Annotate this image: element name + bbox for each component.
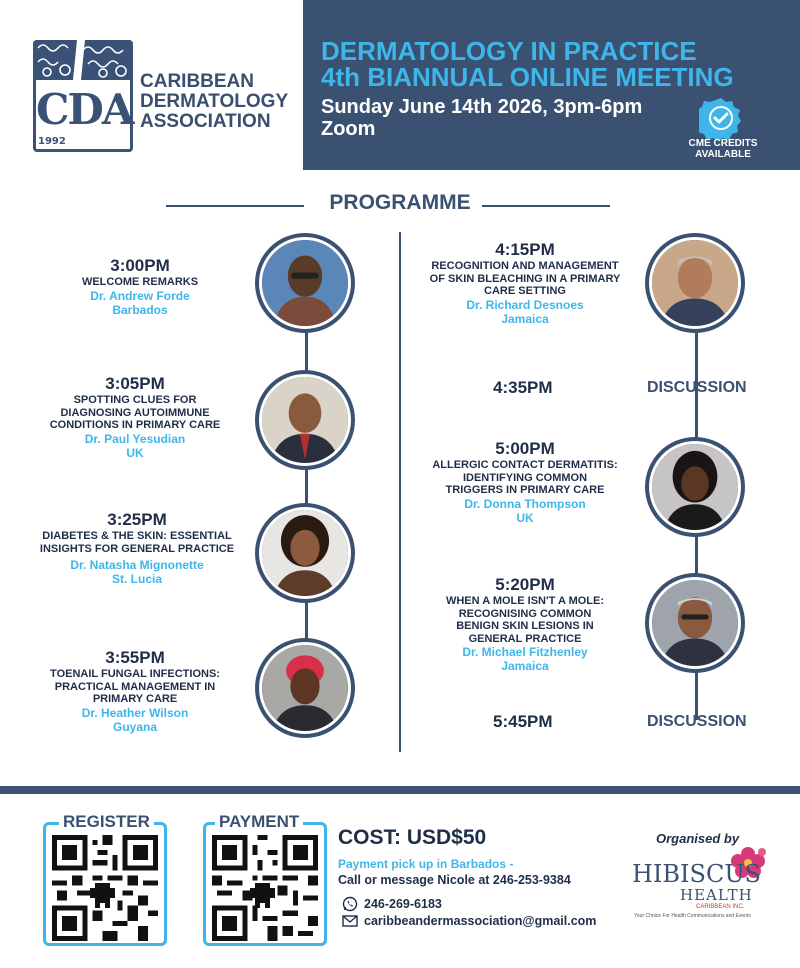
session-speaker: Dr. Richard Desnoes	[466, 297, 584, 312]
session-item	[30, 374, 240, 460]
session-item	[410, 240, 640, 326]
qr-code-icon	[212, 835, 318, 941]
session-time: 3:55PM	[105, 648, 165, 667]
header-logo-area	[0, 0, 303, 170]
payment-label: PAYMENT	[215, 812, 303, 832]
session-title: RECOGNISING COMMON	[458, 607, 592, 620]
programme-heading: PROGRAMME	[329, 191, 471, 214]
session-title: BENIGN SKIN LESIONS IN	[456, 620, 594, 632]
speaker-photo	[255, 370, 355, 470]
cme-credits-label	[683, 138, 763, 160]
event-title-line2: 4th BIANNUAL ONLINE MEETING	[321, 62, 734, 92]
session-item	[22, 510, 252, 586]
logo-letters: CDA	[36, 85, 133, 134]
session-title: WELCOME REMARKS	[81, 276, 199, 288]
session-title: RECOGNITION AND MANAGEMENT	[431, 260, 619, 272]
whatsapp-icon	[342, 896, 358, 912]
organization-name	[140, 72, 300, 132]
session-country: UK	[516, 510, 534, 525]
event-title-line1: DERMATOLOGY IN PRACTICE	[321, 36, 697, 66]
email-row[interactable]	[342, 914, 596, 928]
session-title: ALLERGIC CONTACT DERMATITIS:	[432, 459, 618, 471]
cda-logo-pattern-icon	[33, 40, 133, 80]
speaker-photo	[645, 233, 745, 333]
event-date-time: Sunday June 14th 2026, 3pm-6pm	[321, 96, 643, 118]
session-speaker: Dr. Andrew Forde	[90, 288, 190, 303]
org-name-line: ASSOCIATION	[140, 111, 271, 132]
session-title: PRACTICAL MANAGEMENT IN	[54, 680, 216, 693]
speaker-photo	[645, 573, 745, 673]
discussion-label: DISCUSSION	[647, 713, 747, 730]
session-title: DIABETES & THE SKIN: ESSENTIAL	[42, 530, 232, 542]
session-speaker: Dr. Heather Wilson	[81, 705, 189, 720]
session-country: Jamaica	[501, 659, 549, 673]
session-time: 3:00PM	[110, 256, 170, 275]
verified-badge-icon	[699, 96, 743, 140]
session-speaker: Dr. Natasha Mignonette	[70, 558, 204, 572]
session-speaker: Dr. Paul Yesudian	[84, 431, 186, 446]
register-qr-code[interactable]	[43, 822, 167, 946]
logo-year: 1992	[38, 136, 66, 147]
session-country: St. Lucia	[111, 572, 162, 586]
session-title: PRIMARY CARE	[92, 693, 178, 705]
payment-contact: Call or message Nicole at 246-253-9384	[338, 873, 571, 887]
timeline-left	[305, 300, 308, 690]
session-time: 5:20PM	[495, 575, 555, 594]
session-country: UK	[126, 445, 144, 460]
phone-row[interactable]	[342, 896, 442, 912]
speaker-photo	[255, 638, 355, 738]
organiser-tagline: Your Choice For Health Communications and Events	[634, 913, 751, 919]
organiser-health: HEALTH	[680, 886, 753, 904]
email-address: caribbeandermassociation@gmail.com	[364, 914, 597, 928]
session-time: 3:25PM	[107, 510, 167, 529]
qr-code-icon	[52, 835, 158, 941]
session-title: TRIGGERS IN PRIMARY CARE	[445, 484, 605, 496]
speaker-photo	[645, 437, 745, 537]
discussion-time: 5:45PM	[493, 712, 553, 731]
phone-number: 246-269-6183	[364, 897, 442, 911]
session-title: IDENTIFYING COMMON	[462, 471, 588, 484]
footer-divider	[0, 786, 800, 794]
session-title: CARE SETTING	[484, 285, 566, 297]
session-title: INSIGHTS FOR GENERAL PRACTICE	[39, 542, 235, 555]
session-country: Barbados	[112, 302, 168, 317]
session-item	[40, 256, 240, 317]
session-item	[30, 648, 240, 734]
session-country: Jamaica	[501, 311, 549, 326]
event-platform: Zoom	[321, 118, 376, 140]
session-title: TOENAIL FUNGAL INFECTIONS:	[50, 668, 220, 680]
session-title: OF SKIN BLEACHING IN A PRIMARY	[429, 272, 621, 285]
event-title	[321, 38, 734, 90]
session-item	[410, 439, 640, 525]
session-time: 3:05PM	[105, 374, 165, 393]
session-title: WHEN A MOLE ISN'T A MOLE:	[445, 595, 605, 607]
session-speaker: Dr. Michael Fitzhenley	[462, 645, 588, 659]
divider-line	[482, 205, 610, 207]
session-title: SPOTTING CLUES FOR	[73, 394, 197, 406]
session-title: GENERAL PRACTICE	[468, 632, 582, 645]
speaker-photo	[255, 233, 355, 333]
org-name-line: CARIBBEAN	[140, 71, 254, 92]
organised-by-label: Organised by	[656, 831, 740, 846]
cost-label: COST: USD$50	[338, 826, 487, 849]
header-banner	[303, 0, 800, 170]
organiser-sub: CARIBBEAN INC.	[696, 904, 745, 910]
session-title: DIAGNOSING AUTOIMMUNE	[60, 406, 210, 419]
session-time: 5:00PM	[495, 439, 555, 458]
center-divider	[399, 232, 401, 752]
cme-line: AVAILABLE	[695, 149, 751, 160]
payment-qr-code[interactable]	[203, 822, 327, 946]
session-title: CONDITIONS IN PRIMARY CARE	[49, 419, 221, 431]
org-name-line: DERMATOLOGY	[140, 91, 289, 112]
speaker-photo	[255, 503, 355, 603]
email-icon	[342, 915, 358, 927]
discussion-label: DISCUSSION	[647, 379, 747, 396]
payment-note: Payment pick up in Barbados -	[338, 857, 514, 871]
organiser-name: HIBISCUS	[632, 860, 761, 888]
session-speaker: Dr. Donna Thompson	[464, 496, 586, 511]
session-time: 4:15PM	[495, 240, 555, 259]
register-label: REGISTER	[59, 812, 154, 832]
session-item	[410, 575, 640, 673]
cme-line: CME CREDITS	[688, 138, 758, 149]
session-country: Guyana	[112, 719, 157, 734]
discussion-time: 4:35PM	[493, 378, 553, 397]
